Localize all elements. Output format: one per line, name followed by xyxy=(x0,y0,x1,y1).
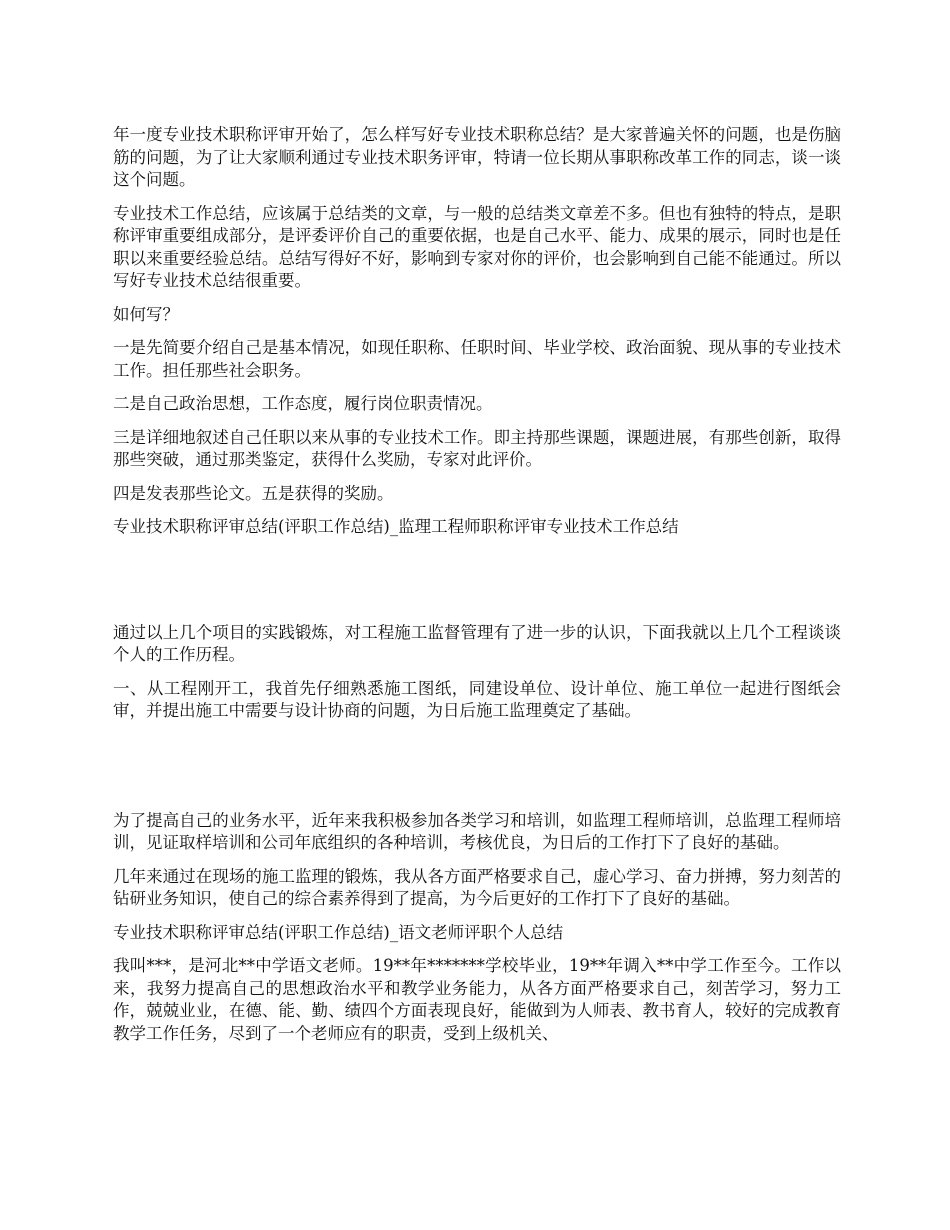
paragraph-project-practice: 通过以上几个项目的实践锻炼，对工程施工监督管理有了进一步的认识，下面我就以上几个工程谈谈个人的工作历程。 xyxy=(113,622,841,664)
document-body xyxy=(113,124,841,1056)
paragraph-point-two: 二是自己政治思想，工作态度，履行岗位职责情况。 xyxy=(113,394,493,413)
section-title-teacher: 专业技术职称评审总结(评职工作总结)_语文老师评职个人总结 xyxy=(113,922,564,942)
paragraph-training: 为了提高自己的业务水平，近年来我积极参加各类学习和培训，如监理工程师培训，总监理工程师培训，见证取样培训和公司年底组织的各种培训，考核优良，为日后的工作打下了良好的基础。 xyxy=(113,810,841,852)
paragraph-point-four: 四是发表那些论文。五是获得的奖励。 xyxy=(113,483,394,503)
paragraph-how-to-write: 如何写？ xyxy=(113,304,179,324)
paragraph-point-one: 一是先简要介绍自己是基本情况，如现任职称、任职时间、毕业学校、政治面貌、现从事的专业技术工作。担任那些社会职务。 xyxy=(113,338,841,380)
paragraph-drawings-review: 一、从工程刚开工，我首先仔细熟悉施工图纸，同建设单位、设计单位、施工单位一起进行图纸会审，并提出施工中需要与设计协商的问题，为日后施工监理奠定了基础。 xyxy=(113,678,841,720)
blank-gap xyxy=(113,550,841,622)
paragraph-intro: 年一度专业技术职称评审开始了，怎么样写好专业技术职称总结？是大家普遍关怀的问题，也是伤脑筋的问题，为了让大家顺利通过专业技术职务评审，特请一位长期从事职称改革工作的同志，谈一谈这个问题。 xyxy=(113,125,841,189)
paragraph-teacher-intro: 我叫***，是河北**中学语文老师。19**年*******学校毕业，19**年调入**中学工作至今。工作以来，我努力提高自己的思想政治水平和教学业务能力，从各方面严格要求自己，刻苦学习，努力工作，兢兢业业，在德、能、勤、绩四个方面表现良好，能做到为人师表、教书育人，较好的完成教育教学工作任务，尽到了一个老师应有的职责，受到上级机关、 xyxy=(113,956,841,1043)
paragraph-point-three: 三是详细地叙述自己任职以来从事的专业技术工作。即主持那些课题，课题进展，有那些创新，取得那些突破，通过那类鉴定，获得什么奖励，专家对此评价。 xyxy=(113,427,841,469)
paragraph-summary-nature: 专业技术工作总结，应该属于总结类的文章，与一般的总结类文章差不多。但也有独特的特点，是职称评审重要组成部分，是评委评价自己的重要依据，也是自己水平、能力、成果的展示，同时也是任职以来重要经验总结。总结写得好不好，影响到专家对你的评价，也会影响到自己能不能通过。所以写好专业技术总结很重要。 xyxy=(113,203,841,290)
paragraph-site-experience: 几年来通过在现场的施工监理的锻炼，我从各方面严格要求自己，虚心学习、奋力拼搏，努力刻苦的钻研业务知识，使自己的综合素养得到了提高，为今后更好的工作打下了良好的基础。 xyxy=(113,866,841,908)
blank-gap xyxy=(113,734,841,810)
section-title-supervisor: 专业技术职称评审总结(评职工作总结)_监理工程师职称评审专业技术工作总结 xyxy=(113,517,679,536)
